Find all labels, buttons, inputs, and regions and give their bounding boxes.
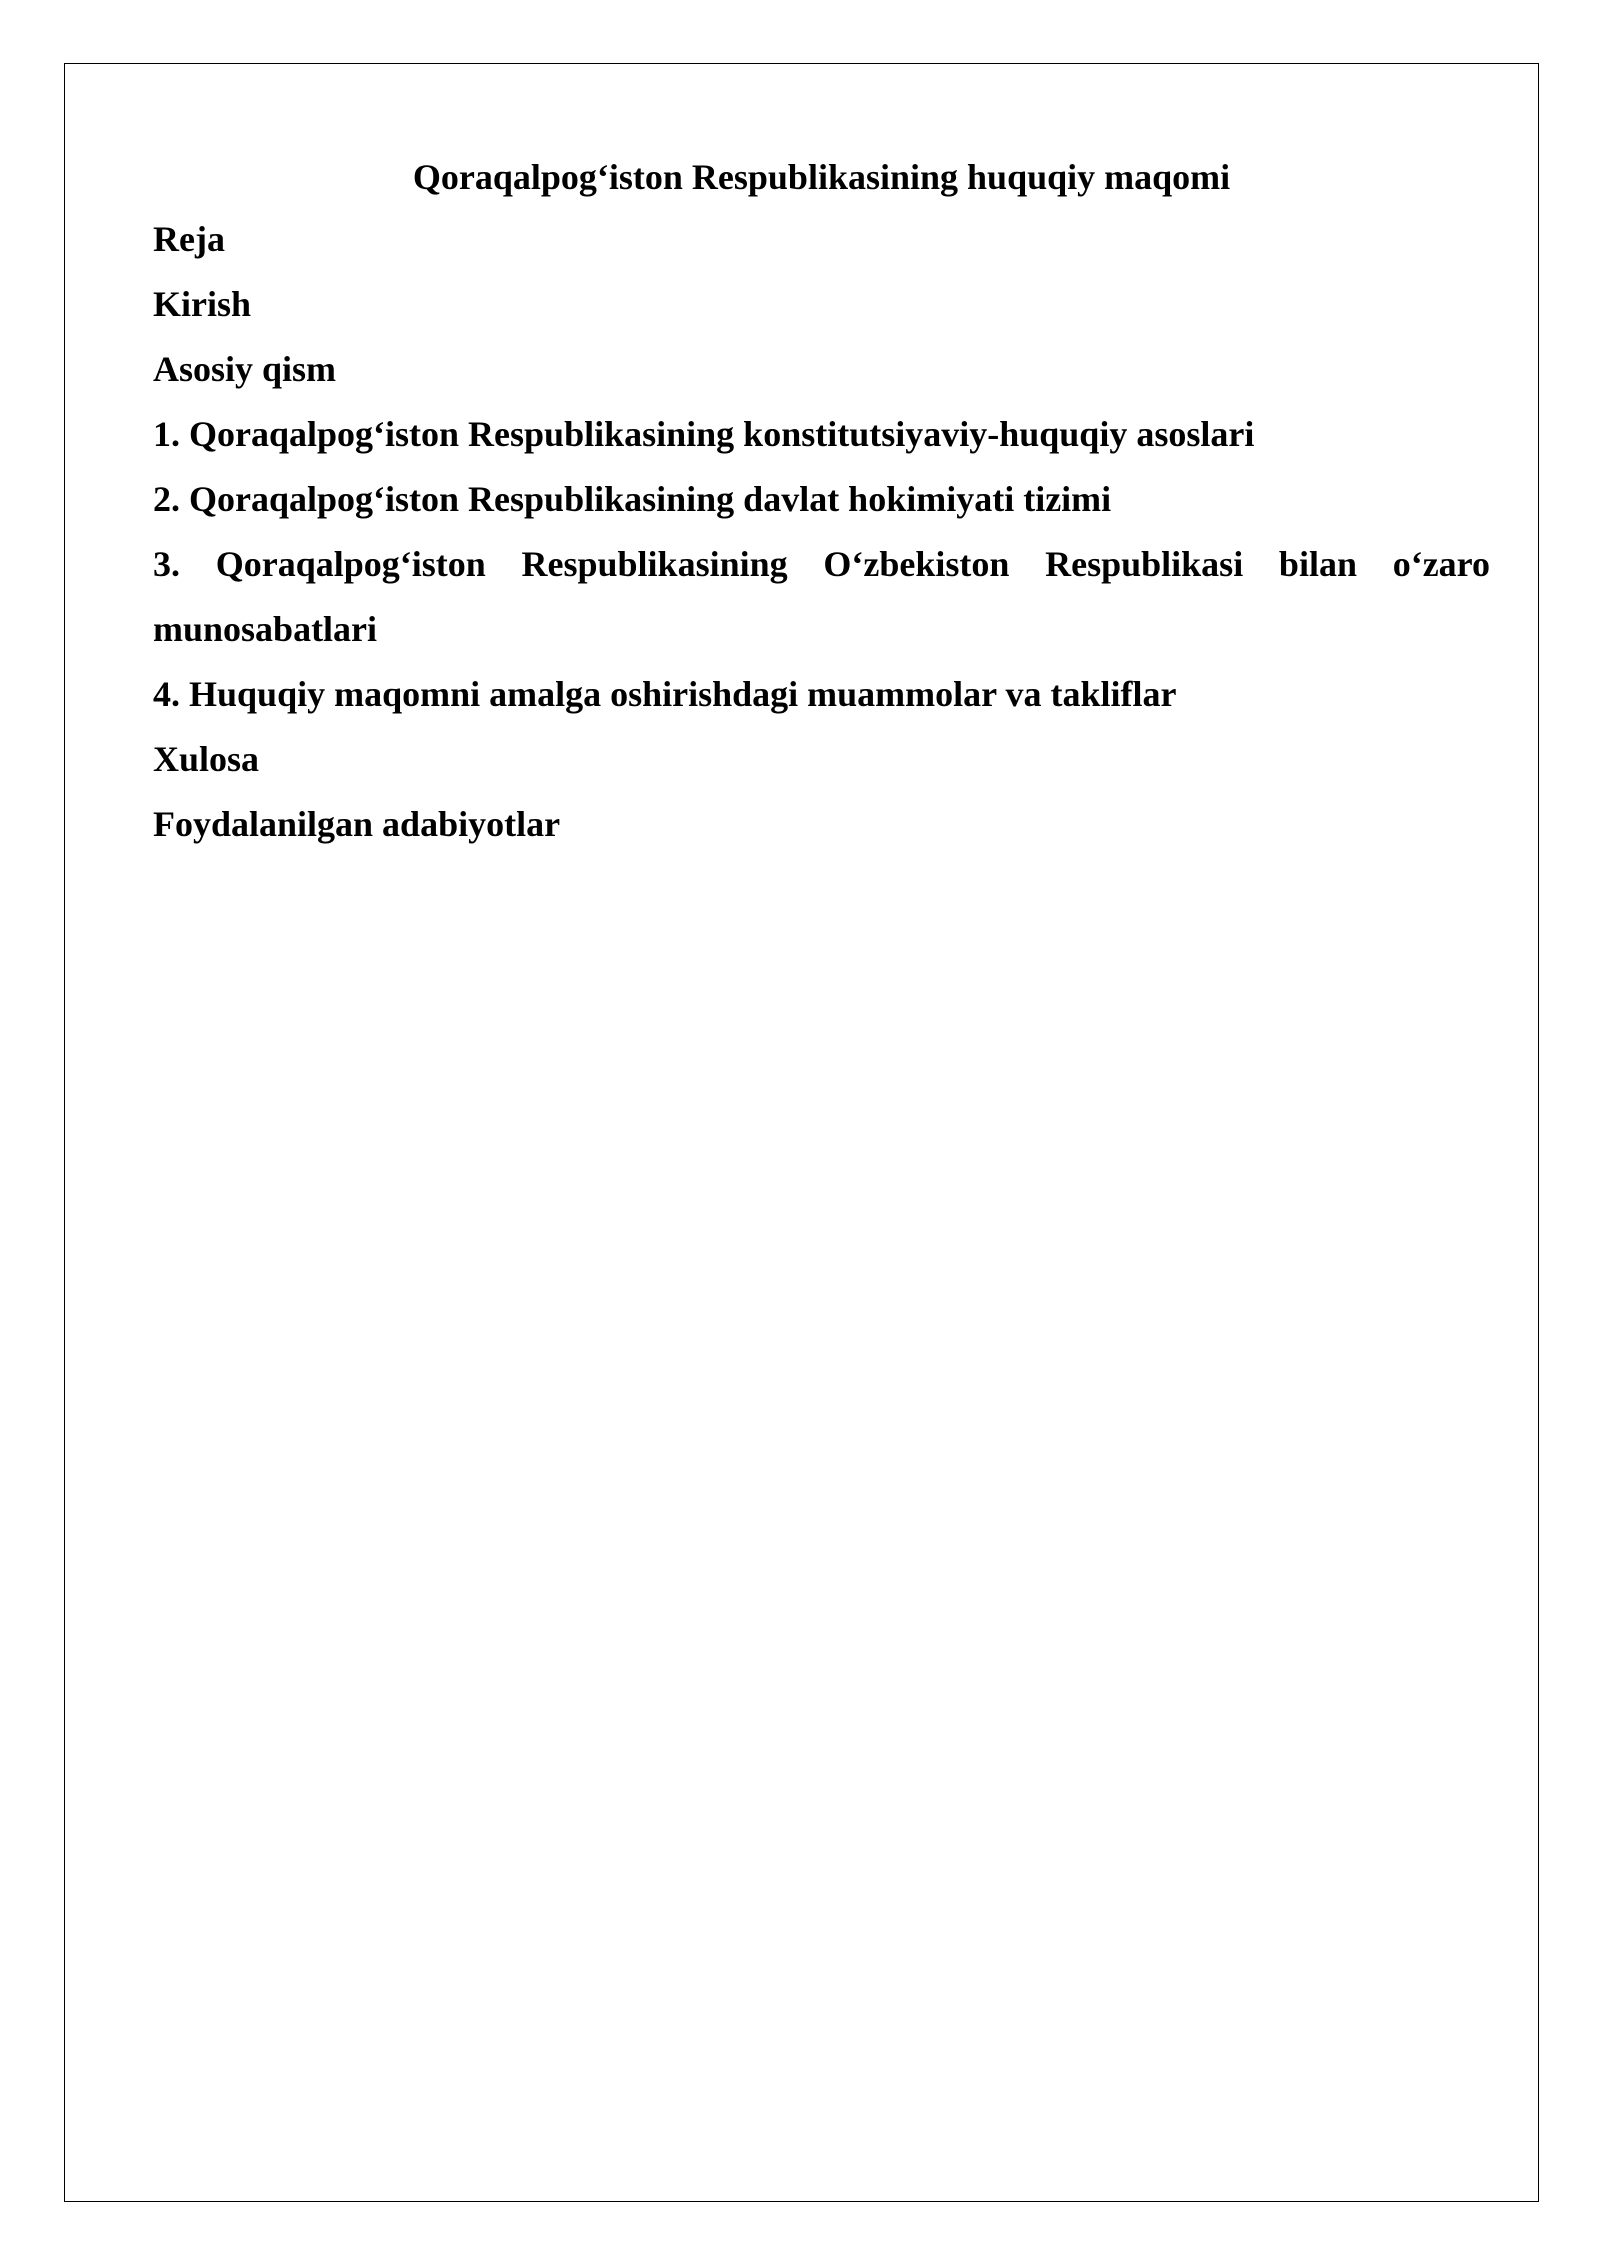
document-title: Qoraqalpog‘iston Respublikasining huquqiy maqomi <box>412 157 1231 197</box>
document-body <box>153 147 1490 857</box>
outline-item-section-2: 2. Qoraqalpog‘iston Respublikasining davlat hokimiyati tizimi <box>153 479 1112 519</box>
outline-item-conclusion: Xulosa <box>153 739 260 779</box>
outline-item-section-4: 4. Huquqiy maqomni amalga oshirishdagi muammolar va takliflar <box>153 674 1177 714</box>
outline-item-references: Foydalanilgan adabiyotlar <box>153 804 561 844</box>
outline-item-section-3: 3. Qoraqalpog‘iston Respublikasining O‘zbekiston Respublikasi bilan o‘zaro munosabatlari <box>153 544 1490 649</box>
outline-item-main-part: Asosiy qism <box>153 349 337 389</box>
plan-heading: Reja <box>153 219 225 259</box>
outline-item-section-1: 1. Qoraqalpog‘iston Respublikasining konstitutsiyaviy-huquqiy asoslari <box>153 414 1255 454</box>
outline-item-introduction: Kirish <box>153 284 252 324</box>
